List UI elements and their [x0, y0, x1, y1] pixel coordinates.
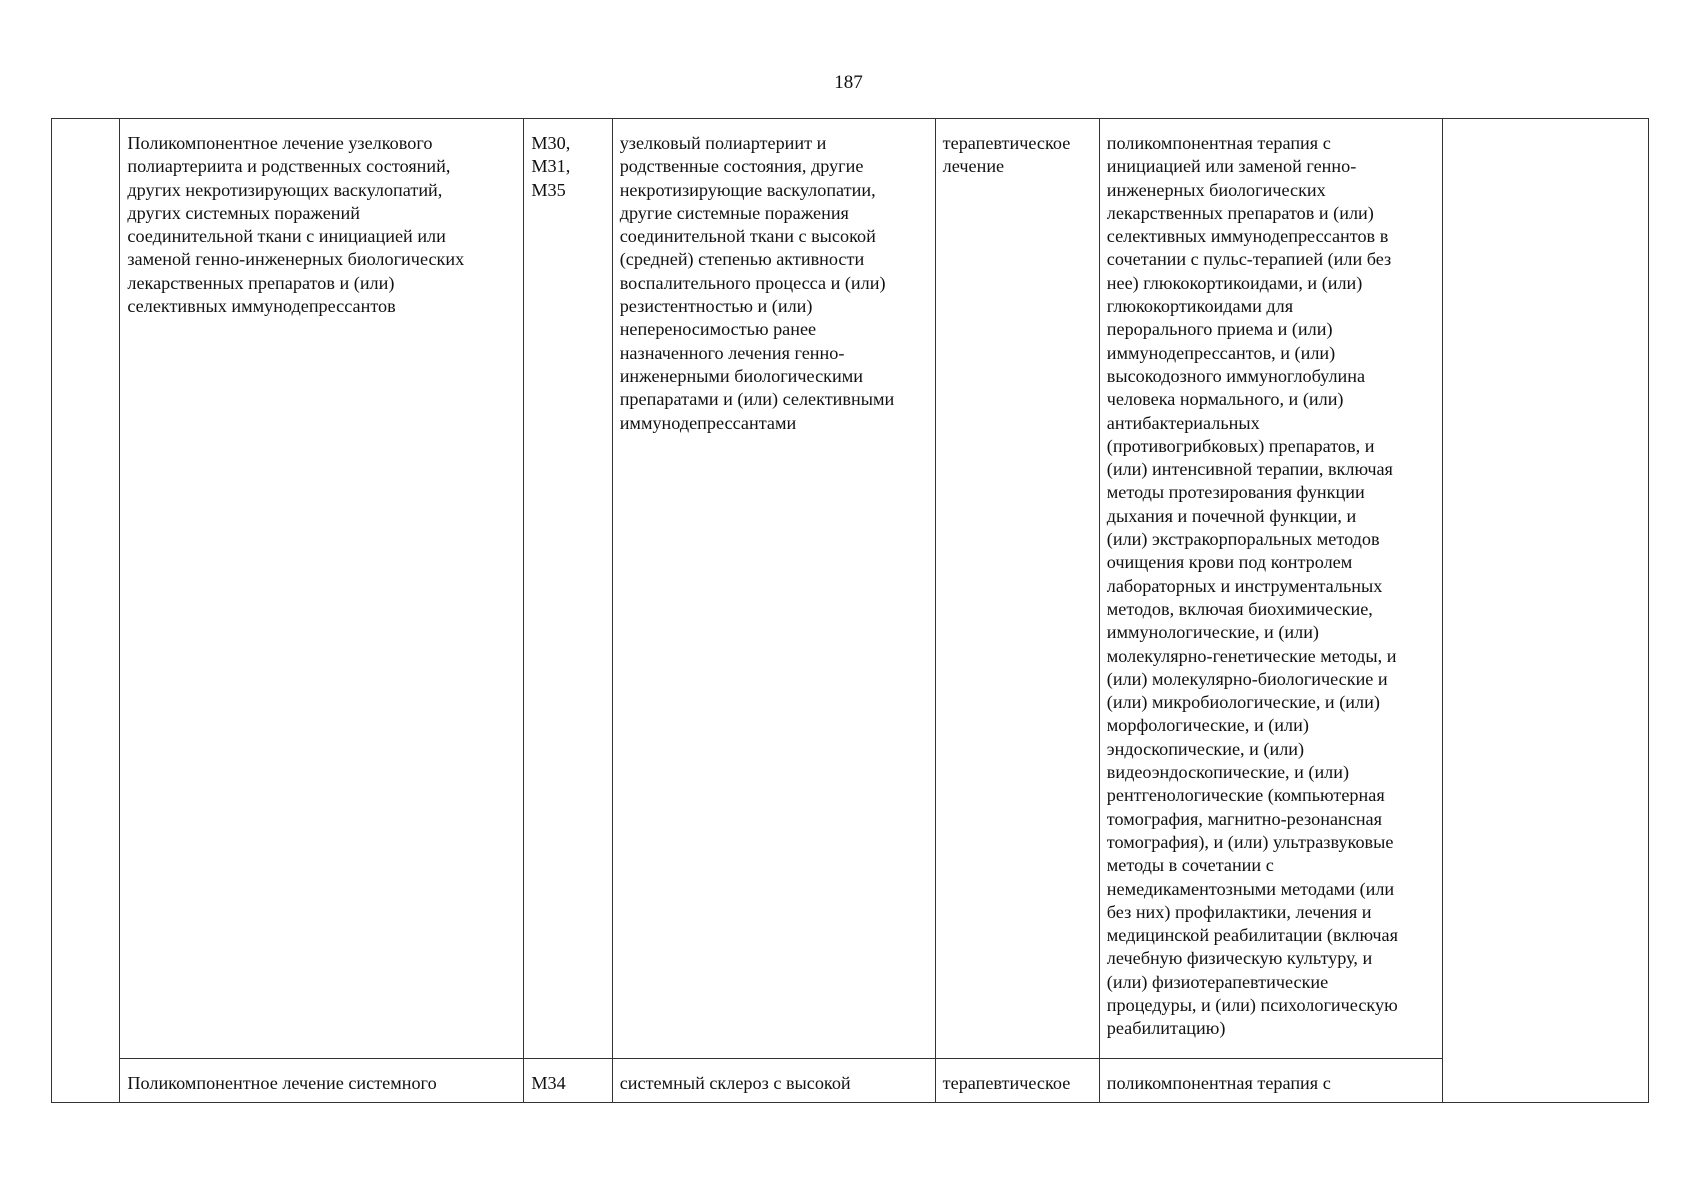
treatment-type-cell: терапевтическое лечение: [935, 119, 1099, 1059]
table-row: [52, 119, 1649, 1059]
table-row: [52, 1059, 1649, 1103]
patient-model-cell: узелковый полиартериит и родственные состояния, другие некротизирующие васкулопатии, другие системные поражения соединительной ткани с высокой (средней) степенью активности воспалительного процесса и (или) резистентностью и (или) непереносимостью ранее назначенного лечения генно- инженерными биологическими препаратами и (или) селективными иммунодепрессантами: [612, 119, 935, 1059]
row-number-cell: [52, 119, 120, 1103]
treatment-type-cell: терапевтическое: [935, 1059, 1099, 1103]
treatment-method-cell: поликомпонентная терапия с: [1099, 1059, 1442, 1103]
icd-codes-cell: M30, M31, M35: [524, 119, 612, 1059]
medical-care-table: [51, 118, 1649, 1103]
cost-norm-cell: [1442, 119, 1648, 1103]
care-name-cell: Поликомпонентное лечение узелкового полиартериита и родственных состояний, других некротизирующих васкулопатий, других системных поражений соединительной ткани с инициацией или заменой генно-инженерных биологических лекарственных препаратов и (или) селективных иммунодепрессантов: [120, 119, 524, 1059]
treatment-method-cell: поликомпонентная терапия с инициацией или заменой генно- инженерных биологических лекарственных препаратов и (или) селективных иммунодепрессантов в сочетании с пульс-терапией (или без нее) глюкокортикоидами, и (или) глюкокортикоидами для перорального приема и (или) иммунодепрессантов, и (или) высокодозного иммуноглобулина человека нормального, и (или) антибактериальных (противогрибковых) препаратов, и (или) интенсивной терапии, включая методы протезирования функции дыхания и почечной функции, и (или) экстракорпоральных методов очищения крови под контролем лабораторных и инструментальных методов, включая биохимические, иммунологические, и (или) молекулярно-генетические методы, и (или) молекулярно-биологические и (или) микробиологические, и (или) морфологические, и (или) эндоскопические, и (или) видеоэндоскопические, и (или) рентгенологические (компьютерная томография, магнитно-резонансная томография), и (или) ультразвуковые методы в сочетании с немедикаментозными методами (или без них) профилактики, лечения и медицинской реабилитации (включая лечебную физическую культуру, и (или) физиотерапевтические процедуры, и (или) психологическую реабилитацию): [1099, 119, 1442, 1059]
icd-codes-cell: M34: [524, 1059, 612, 1103]
patient-model-cell: системный склероз с высокой: [612, 1059, 935, 1103]
page-number: 187: [834, 72, 863, 93]
care-name-cell: Поликомпонентное лечение системного: [120, 1059, 524, 1103]
